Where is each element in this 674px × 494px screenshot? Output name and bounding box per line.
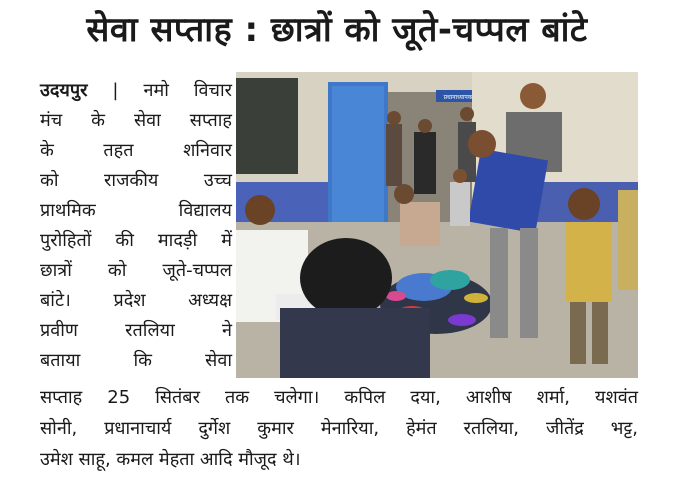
article-line-5: प्राथमिक विद्यालय bbox=[40, 200, 232, 221]
article-line-4: को राजकीय उच्च bbox=[40, 170, 232, 191]
headline: सेवा सप्ताह : छात्रों को जूते-चप्पल बांटे bbox=[86, 10, 588, 50]
article-line-6: पुरोहितों की मादड़ी में bbox=[40, 230, 232, 251]
article-line-1 bbox=[40, 76, 232, 106]
article-column bbox=[40, 76, 232, 376]
continuation-line-2: सोनी, प्रधानाचार्य दुर्गेश कुमार मेनारिया, हेमंत रतलिया, जीतेंद्र भट्ट, bbox=[40, 418, 638, 439]
news-photo-illustration bbox=[236, 72, 638, 378]
article-line-3: के तहत शनिवार bbox=[40, 140, 232, 161]
article-line-10: बताया कि सेवा bbox=[40, 350, 232, 371]
news-photo bbox=[236, 72, 638, 378]
dateline-separator: | bbox=[112, 80, 119, 101]
continuation-line-1: सप्ताह 25 सितंबर तक चलेगा। कपिल दया, आशीष शर्मा, यशवंत bbox=[40, 387, 638, 408]
article-line-8: बांटे। प्रदेश अध्यक्ष bbox=[40, 290, 232, 311]
article-continuation bbox=[40, 382, 638, 475]
article-line-9: प्रवीण रतलिया ने bbox=[40, 320, 232, 341]
dateline: उदयपुर bbox=[40, 80, 88, 101]
article-line-2: मंच के सेवा सप्ताह bbox=[40, 110, 232, 131]
article-line-7: छात्रों को जूते-चप्पल bbox=[40, 260, 232, 281]
continuation-line-3: उमेश साहू, कमल मेहता आदि मौजूद थे। bbox=[40, 449, 301, 470]
article-line-1-text: नमो विचार bbox=[143, 80, 232, 101]
photo-sign-text: प्रधानाध्यापक bbox=[443, 94, 473, 101]
